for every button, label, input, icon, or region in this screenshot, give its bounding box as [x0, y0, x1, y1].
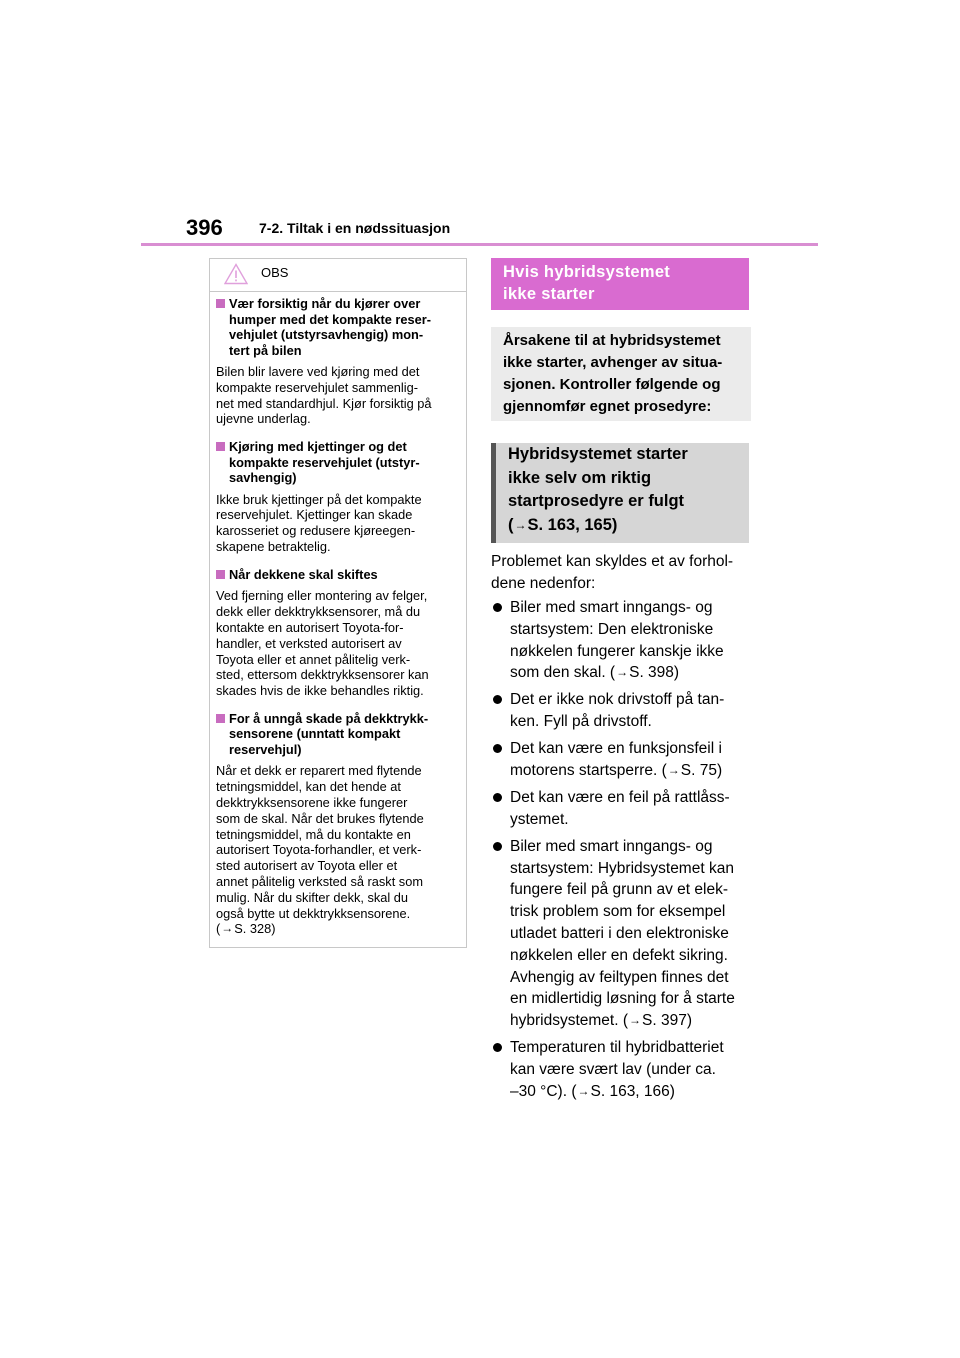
list-item [491, 597, 753, 684]
list-item-line: motorens startsperre. ( [510, 761, 667, 779]
caution-subheading [216, 296, 458, 358]
summary-line: Årsakene til at hybridsystemet [503, 332, 721, 349]
bullet-icon [493, 603, 502, 612]
list-item [491, 787, 753, 831]
caution-text-line: kontakte en autorisert Toyota-for- [216, 619, 404, 635]
list-item-line: ystemet. [510, 810, 569, 828]
subheading-line: Hybridsystemet starter [508, 445, 688, 463]
caution-text-line: karosseriet og redusere kjøreegen- [216, 523, 416, 539]
caution-text-line: kompakte reservehjulet sammenlig- [216, 379, 418, 395]
bullet-icon [493, 793, 502, 802]
list-item-line: –30 °C). ( [510, 1082, 577, 1100]
caution-title: OBS [261, 265, 289, 280]
list-item [491, 738, 753, 782]
warning-triangle-icon [224, 263, 248, 285]
arrow-icon: → [577, 1083, 590, 1098]
caution-header [210, 259, 466, 292]
caution-heading-line: reservehjul) [229, 741, 302, 757]
caution-heading-line: humper med det kompakte reser- [229, 311, 431, 327]
subheading-ref-line: (→S. 163, 165) [508, 515, 618, 534]
list-item [491, 689, 753, 733]
caution-text-line: sted autorisert av Toyota eller et [216, 858, 398, 874]
caution-text-line: tetningsmiddel, kan det hende at [216, 779, 401, 795]
caution-text-line: annet pålitelig verksted så raskt som [216, 874, 423, 890]
caution-heading-line: sensorene (unntatt kompakt [229, 726, 401, 742]
section-title: 7-2. Tiltak i en nødssituasjon [259, 220, 451, 236]
caution-text-line: dekk eller dekktrykksensorer, må du [216, 604, 421, 620]
subsection-heading [491, 443, 749, 543]
list-item-last-line [510, 1010, 753, 1032]
page-reference: S. 397) [642, 1012, 692, 1030]
caution-text-line: Når et dekk er reparert med flytende [216, 763, 422, 779]
caution-text-line: reservehjulet. Kjettinger kan skade [216, 507, 413, 523]
caution-subheading-text [229, 567, 378, 583]
summary-box [491, 327, 751, 421]
caution-text-line: tetningsmiddel, må du kontakte en [216, 826, 411, 842]
caution-text-line: skapene betraktelig. [216, 539, 331, 555]
caution-heading-line: vehjulet (utstyrsavhengig) mon- [229, 327, 424, 342]
caution-paragraph [216, 492, 458, 555]
caution-heading-line: For å unngå skade på dekktrykk- [229, 710, 429, 726]
caution-text-line: Ved fjerning eller montering av felger, [216, 588, 428, 604]
list-item-line: kan være svært lav (under ca. [510, 1060, 716, 1078]
heading-line: Hvis hybridsystemet [503, 263, 671, 281]
cause-list [491, 597, 753, 1108]
caution-text-line: Toyota eller et annet pålitelig verk- [216, 651, 411, 667]
square-bullet-icon [216, 714, 225, 723]
caution-text-line: Bilen blir lavere ved kjøring med det [216, 364, 420, 379]
bullet-icon [493, 842, 502, 851]
subheading-line: ikke selv om riktig [508, 468, 652, 487]
list-item-line: nøkkelen fungerer kanskje ikke [510, 642, 724, 660]
page-number: 396 [186, 215, 223, 240]
arrow-icon: → [514, 517, 527, 532]
caution-heading-line: savhengig) [229, 470, 297, 486]
list-item-line: en midlertidig løsning for å starte [510, 990, 735, 1008]
list-item-last-line [510, 662, 753, 684]
caution-paragraph [216, 364, 458, 427]
square-bullet-icon [216, 299, 225, 308]
caution-subheading-text [229, 439, 420, 486]
header-rule [141, 243, 818, 246]
list-item-line: Det kan være en feil på rattlåss- [510, 788, 730, 806]
page-reference: S. 163, 165) [527, 515, 618, 534]
list-item-line: fungere feil på grunn av et elek- [510, 881, 728, 899]
subheading-line: startprosedyre er fulgt [508, 492, 685, 510]
list-item-last-line [510, 760, 753, 782]
arrow-icon: → [667, 762, 680, 777]
caution-paragraph [216, 763, 458, 937]
caution-subheading [216, 567, 458, 583]
caution-subheading [216, 439, 458, 486]
list-item-line: hybridsystemet. ( [510, 1012, 629, 1030]
caution-body [216, 292, 458, 937]
summary-line: sjonen. Kontroller følgende og [503, 376, 721, 393]
square-bullet-icon [216, 442, 225, 451]
summary-line: ikke starter, avhenger av situa- [503, 354, 723, 371]
caution-subheading-text [229, 711, 428, 758]
list-item-line: utladet batteri i den elektroniske [510, 924, 729, 942]
caution-heading-line: kompakte reservehjulet (utstyr- [229, 454, 420, 470]
caution-subheading [216, 711, 458, 758]
caution-text-line: mulig. Når du skifter dekk, skal du [216, 889, 409, 905]
summary-line: gjennomfør egnet prosedyre: [503, 398, 712, 415]
list-item-line: Det er ikke nok drivstoff på tan- [510, 691, 725, 709]
intro-line: dene nedenfor: [491, 574, 596, 592]
caution-text-line: som de skal. Når det brukes flytende [216, 810, 424, 826]
list-item-line: trisk problem som for eksempel [510, 903, 726, 921]
page-reference: S. 328) [234, 921, 276, 937]
caution-subheading-text [229, 296, 431, 358]
list-item-line: ken. Fyll på drivstoff. [510, 713, 652, 731]
list-item-line: Avhengig av feiltypen finnes det [510, 968, 729, 986]
caution-text-line: ujevne underlag. [216, 411, 311, 427]
arrow-icon: → [629, 1013, 642, 1028]
list-item-line: startsystem: Hybridsystemet kan [510, 859, 734, 877]
list-item-line: Temperaturen til hybridbatteriet [510, 1039, 724, 1057]
arrow-icon: → [616, 665, 629, 680]
caution-text-line: skades hvis de ikke behandles riktig. [216, 683, 424, 699]
list-item [491, 836, 753, 1032]
intro-line: Problemet kan skyldes et av forhol- [491, 553, 734, 570]
caution-text-line: net med standardhjul. Kjør forsiktig på [216, 395, 432, 411]
section-heading [491, 258, 749, 310]
arrow-icon: → [221, 921, 234, 936]
square-bullet-icon [216, 570, 225, 579]
bullet-icon [493, 1043, 502, 1052]
caution-text-line: dekktrykksensorene ikke fungerer [216, 795, 408, 811]
caution-text-line: autorisert Toyota-forhandler, et verk- [216, 842, 422, 858]
heading-line: ikke starter [503, 285, 595, 303]
list-item-line: nøkkelen eller en defekt sikring. [510, 946, 728, 964]
caution-ref-line: (→S. 328) [216, 921, 276, 937]
bullet-icon [493, 744, 502, 753]
page-reference: S. 398) [629, 664, 680, 682]
caution-heading-line: Når dekkene skal skiftes [229, 566, 378, 582]
caution-heading-line: Kjøring med kjettinger og det [229, 439, 407, 455]
list-item-line: Biler med smart inngangs- og [510, 837, 713, 855]
list-item-last-line [510, 1081, 753, 1103]
page-reference: S. 163, 166) [590, 1082, 675, 1100]
caution-text-line: sted, ettersom dekktrykksensorer kan [216, 667, 429, 683]
caution-box [209, 258, 467, 948]
caution-text-line: handler, et verksted autorisert av [216, 635, 402, 651]
list-item [491, 1037, 753, 1102]
list-item-line: som den skal. ( [510, 664, 616, 682]
caution-text-line: Ikke bruk kjettinger på det kompakte [216, 491, 422, 507]
caution-heading-line: tert på bilen [229, 342, 302, 358]
list-item-line: startsystem: Den elektroniske [510, 620, 714, 638]
caution-paragraph [216, 588, 458, 699]
caution-text-line: også bytte ut dekktrykksensorene. [216, 905, 411, 921]
list-item-line: Biler med smart inngangs- og [510, 599, 713, 616]
caution-heading-line: Vær forsiktig når du kjører over [229, 296, 421, 311]
list-item-line: Det kan være en funksjonsfeil i [510, 740, 722, 758]
bullet-icon [493, 695, 502, 704]
page-reference: S. 75) [680, 761, 723, 779]
intro-paragraph [491, 551, 753, 594]
